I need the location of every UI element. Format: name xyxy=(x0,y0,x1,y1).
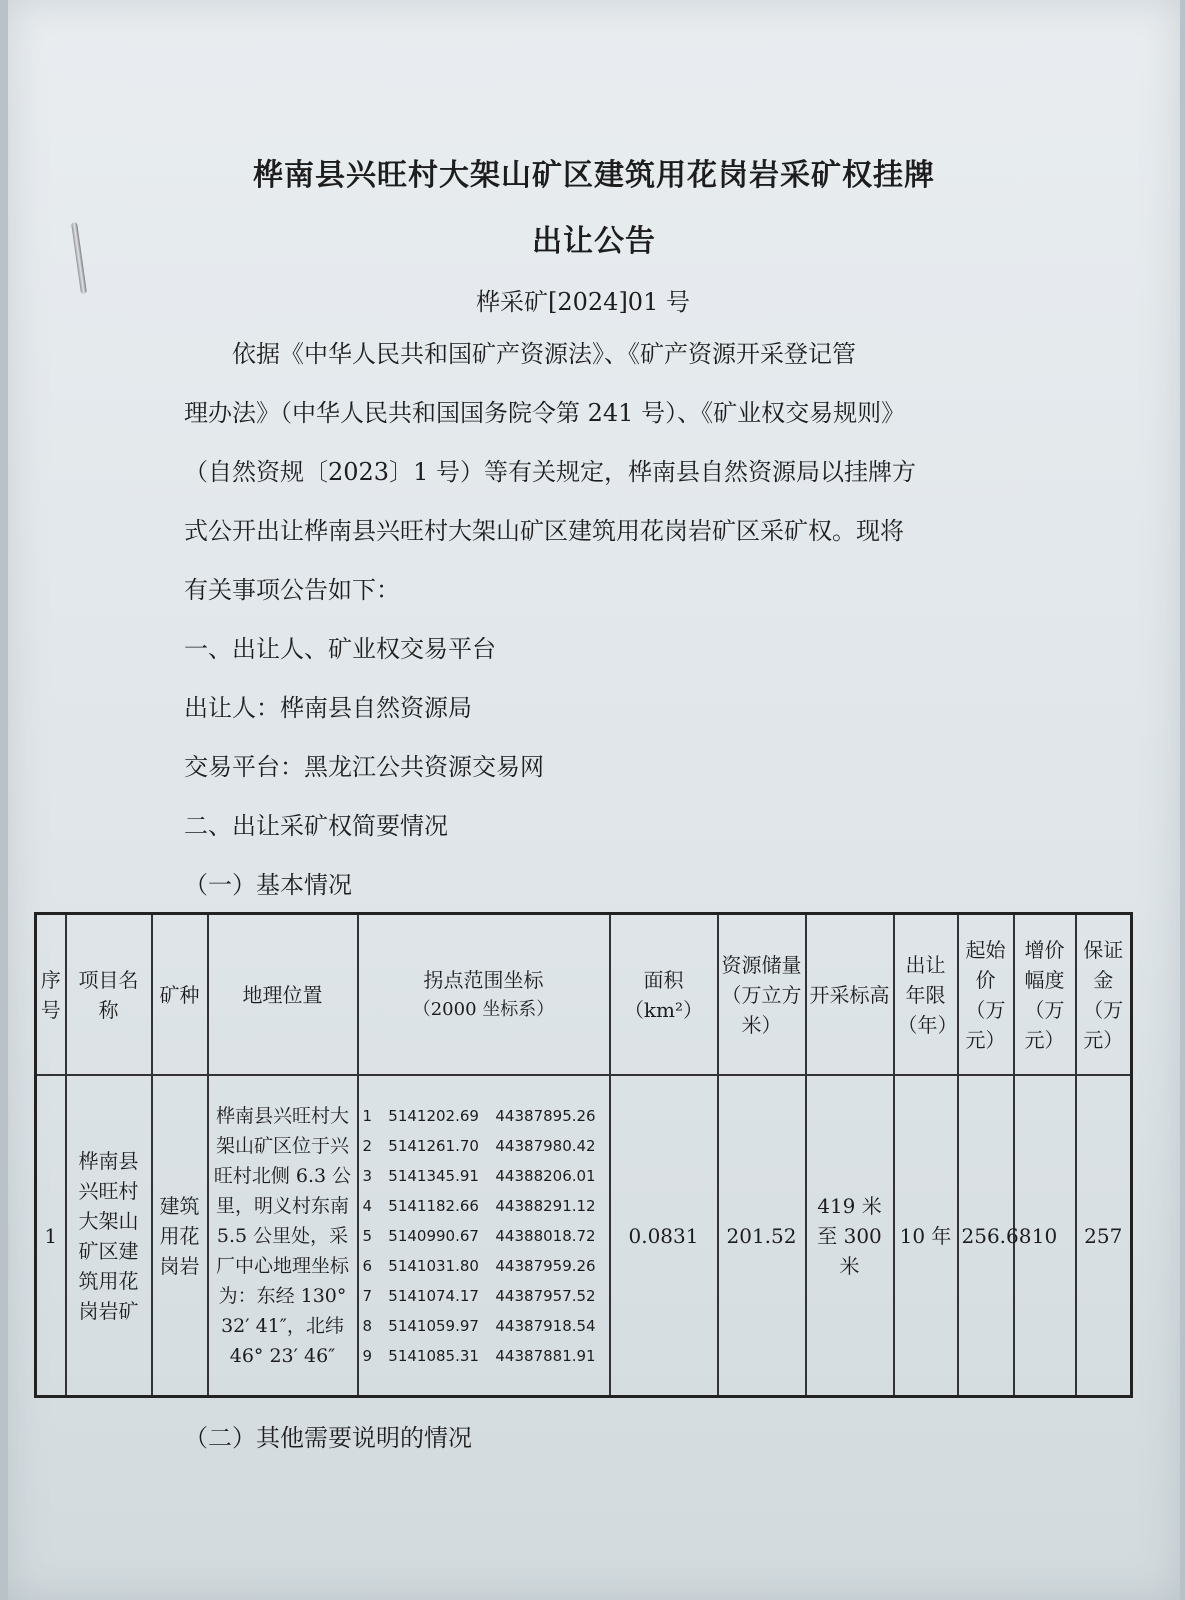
header-elevation: 开采标高 xyxy=(806,914,894,1076)
coord-index: 6 xyxy=(362,1256,373,1275)
title-line-1: 桦南县兴旺村大架山矿区建筑用花岗岩采矿权挂牌 xyxy=(253,158,935,193)
coord-y: 44387881.91 xyxy=(495,1346,596,1365)
coord-index: 8 xyxy=(362,1316,373,1335)
cell-start-price: 256.68 xyxy=(958,1075,1014,1397)
coordinate-row xyxy=(363,1341,605,1371)
cell-coordinates xyxy=(358,1075,610,1397)
coordinate-row xyxy=(363,1101,605,1131)
coord-index: 5 xyxy=(362,1226,373,1245)
header-location: 地理位置 xyxy=(208,914,358,1076)
platform-line: 交易平台：黑龙江公共资源交易网 xyxy=(184,753,544,781)
coord-index: 9 xyxy=(362,1346,373,1365)
coord-x: 5141261.70 xyxy=(388,1136,479,1155)
cell-term: 10 年 xyxy=(894,1075,958,1397)
coord-index: 3 xyxy=(362,1166,373,1185)
cell-area: 0.0831 xyxy=(610,1075,718,1397)
coordinate-row xyxy=(363,1131,605,1161)
coord-y: 44387918.54 xyxy=(495,1316,596,1335)
section-heading-1: 一、出让人、矿业权交易平台 xyxy=(184,635,496,663)
header-term: 出让年限（年） xyxy=(894,914,958,1076)
coordinate-row xyxy=(363,1161,605,1191)
coord-x: 5141059.97 xyxy=(388,1316,479,1335)
cell-project-name: 桦南县兴旺村大架山矿区建筑用花岗岩矿 xyxy=(66,1075,152,1397)
header-area-title: 面积 xyxy=(643,967,684,992)
coordinate-row xyxy=(363,1311,605,1341)
coord-y: 44388291.12 xyxy=(495,1196,596,1215)
coordinate-row xyxy=(363,1251,605,1281)
cell-deposit: 257 xyxy=(1076,1075,1132,1397)
cell-elevation: 419 米至 300 米 xyxy=(806,1075,894,1397)
cell-location: 桦南县兴旺村大架山矿区位于兴旺村北侧 6.3 公里，明义村东南 5.5 公里处，采厂中心地理坐标为：东经 130° 32′ 41″，北纬 46° 23′ 46″ xyxy=(208,1075,358,1397)
coord-y: 44387959.26 xyxy=(495,1256,596,1275)
cell-increment: 10 xyxy=(1014,1075,1076,1397)
coordinate-row xyxy=(363,1281,605,1311)
table-header-row xyxy=(36,914,1132,1076)
coord-x: 5141074.17 xyxy=(388,1286,479,1305)
coord-y: 44388018.72 xyxy=(495,1226,596,1245)
coord-x: 5141031.80 xyxy=(388,1256,479,1275)
cell-seq: 1 xyxy=(36,1075,66,1397)
coord-index: 1 xyxy=(362,1106,373,1125)
document-number: 桦采矿[2024]01 号 xyxy=(476,288,690,316)
coord-y: 44387980.42 xyxy=(495,1136,596,1155)
header-project-name: 项目名称 xyxy=(66,914,152,1076)
coordinate-row xyxy=(363,1221,605,1251)
header-area xyxy=(610,914,718,1076)
body-line-2: 理办法》（中华人民共和国国务院令第 241 号）、《矿业权交易规则》 xyxy=(184,399,906,427)
header-mineral: 矿种 xyxy=(152,914,208,1076)
header-coordinates-title: 拐点范围坐标 xyxy=(423,967,544,992)
mining-right-table xyxy=(34,912,1133,1398)
header-coordinates-note: （2000 坐标系） xyxy=(412,998,555,1020)
document-page xyxy=(8,0,1180,1600)
subsection-heading-2: （二）其他需要说明的情况 xyxy=(184,1424,472,1452)
cell-reserve: 201.52 xyxy=(718,1075,806,1397)
coord-index: 2 xyxy=(362,1136,373,1155)
transferor-line: 出让人：桦南县自然资源局 xyxy=(184,694,472,722)
header-area-unit: （km²） xyxy=(623,997,704,1022)
table-row xyxy=(36,1075,1132,1397)
body-line-1: 依据《中华人民共和国矿产资源法》、《矿产资源开采登记管 xyxy=(184,340,856,368)
body-line-5: 有关事项公告如下： xyxy=(184,576,400,604)
header-deposit: 保证金（万元） xyxy=(1076,914,1132,1076)
cell-mineral: 建筑用花岗岩 xyxy=(152,1075,208,1397)
coord-y: 44387957.52 xyxy=(495,1286,596,1305)
header-start-price: 起始价（万元） xyxy=(958,914,1014,1076)
coord-index: 4 xyxy=(362,1196,373,1215)
title-line-2: 出让公告 xyxy=(532,224,656,259)
coord-x: 5141182.66 xyxy=(388,1196,479,1215)
header-reserve: 资源储量（万立方米） xyxy=(718,914,806,1076)
header-increment: 增价幅度（万元） xyxy=(1014,914,1076,1076)
coord-x: 5141345.91 xyxy=(388,1166,479,1185)
subsection-heading-1: （一）基本情况 xyxy=(184,871,352,899)
header-coordinates xyxy=(358,914,610,1076)
coord-x: 5141085.31 xyxy=(388,1346,479,1365)
coordinate-row xyxy=(363,1191,605,1221)
header-seq: 序号 xyxy=(36,914,66,1076)
section-heading-2: 二、出让采矿权简要情况 xyxy=(184,812,448,840)
body-line-4: 式公开出让桦南县兴旺村大架山矿区建筑用花岗岩矿区采矿权。现将 xyxy=(184,517,904,545)
coord-y: 44387895.26 xyxy=(495,1106,596,1125)
coord-y: 44388206.01 xyxy=(495,1166,596,1185)
coord-x: 5140990.67 xyxy=(388,1226,479,1245)
coord-x: 5141202.69 xyxy=(388,1106,479,1125)
coord-index: 7 xyxy=(362,1286,373,1305)
body-line-3: （自然资规〔2023〕1 号）等有关规定，桦南县自然资源局以挂牌方 xyxy=(184,458,916,486)
